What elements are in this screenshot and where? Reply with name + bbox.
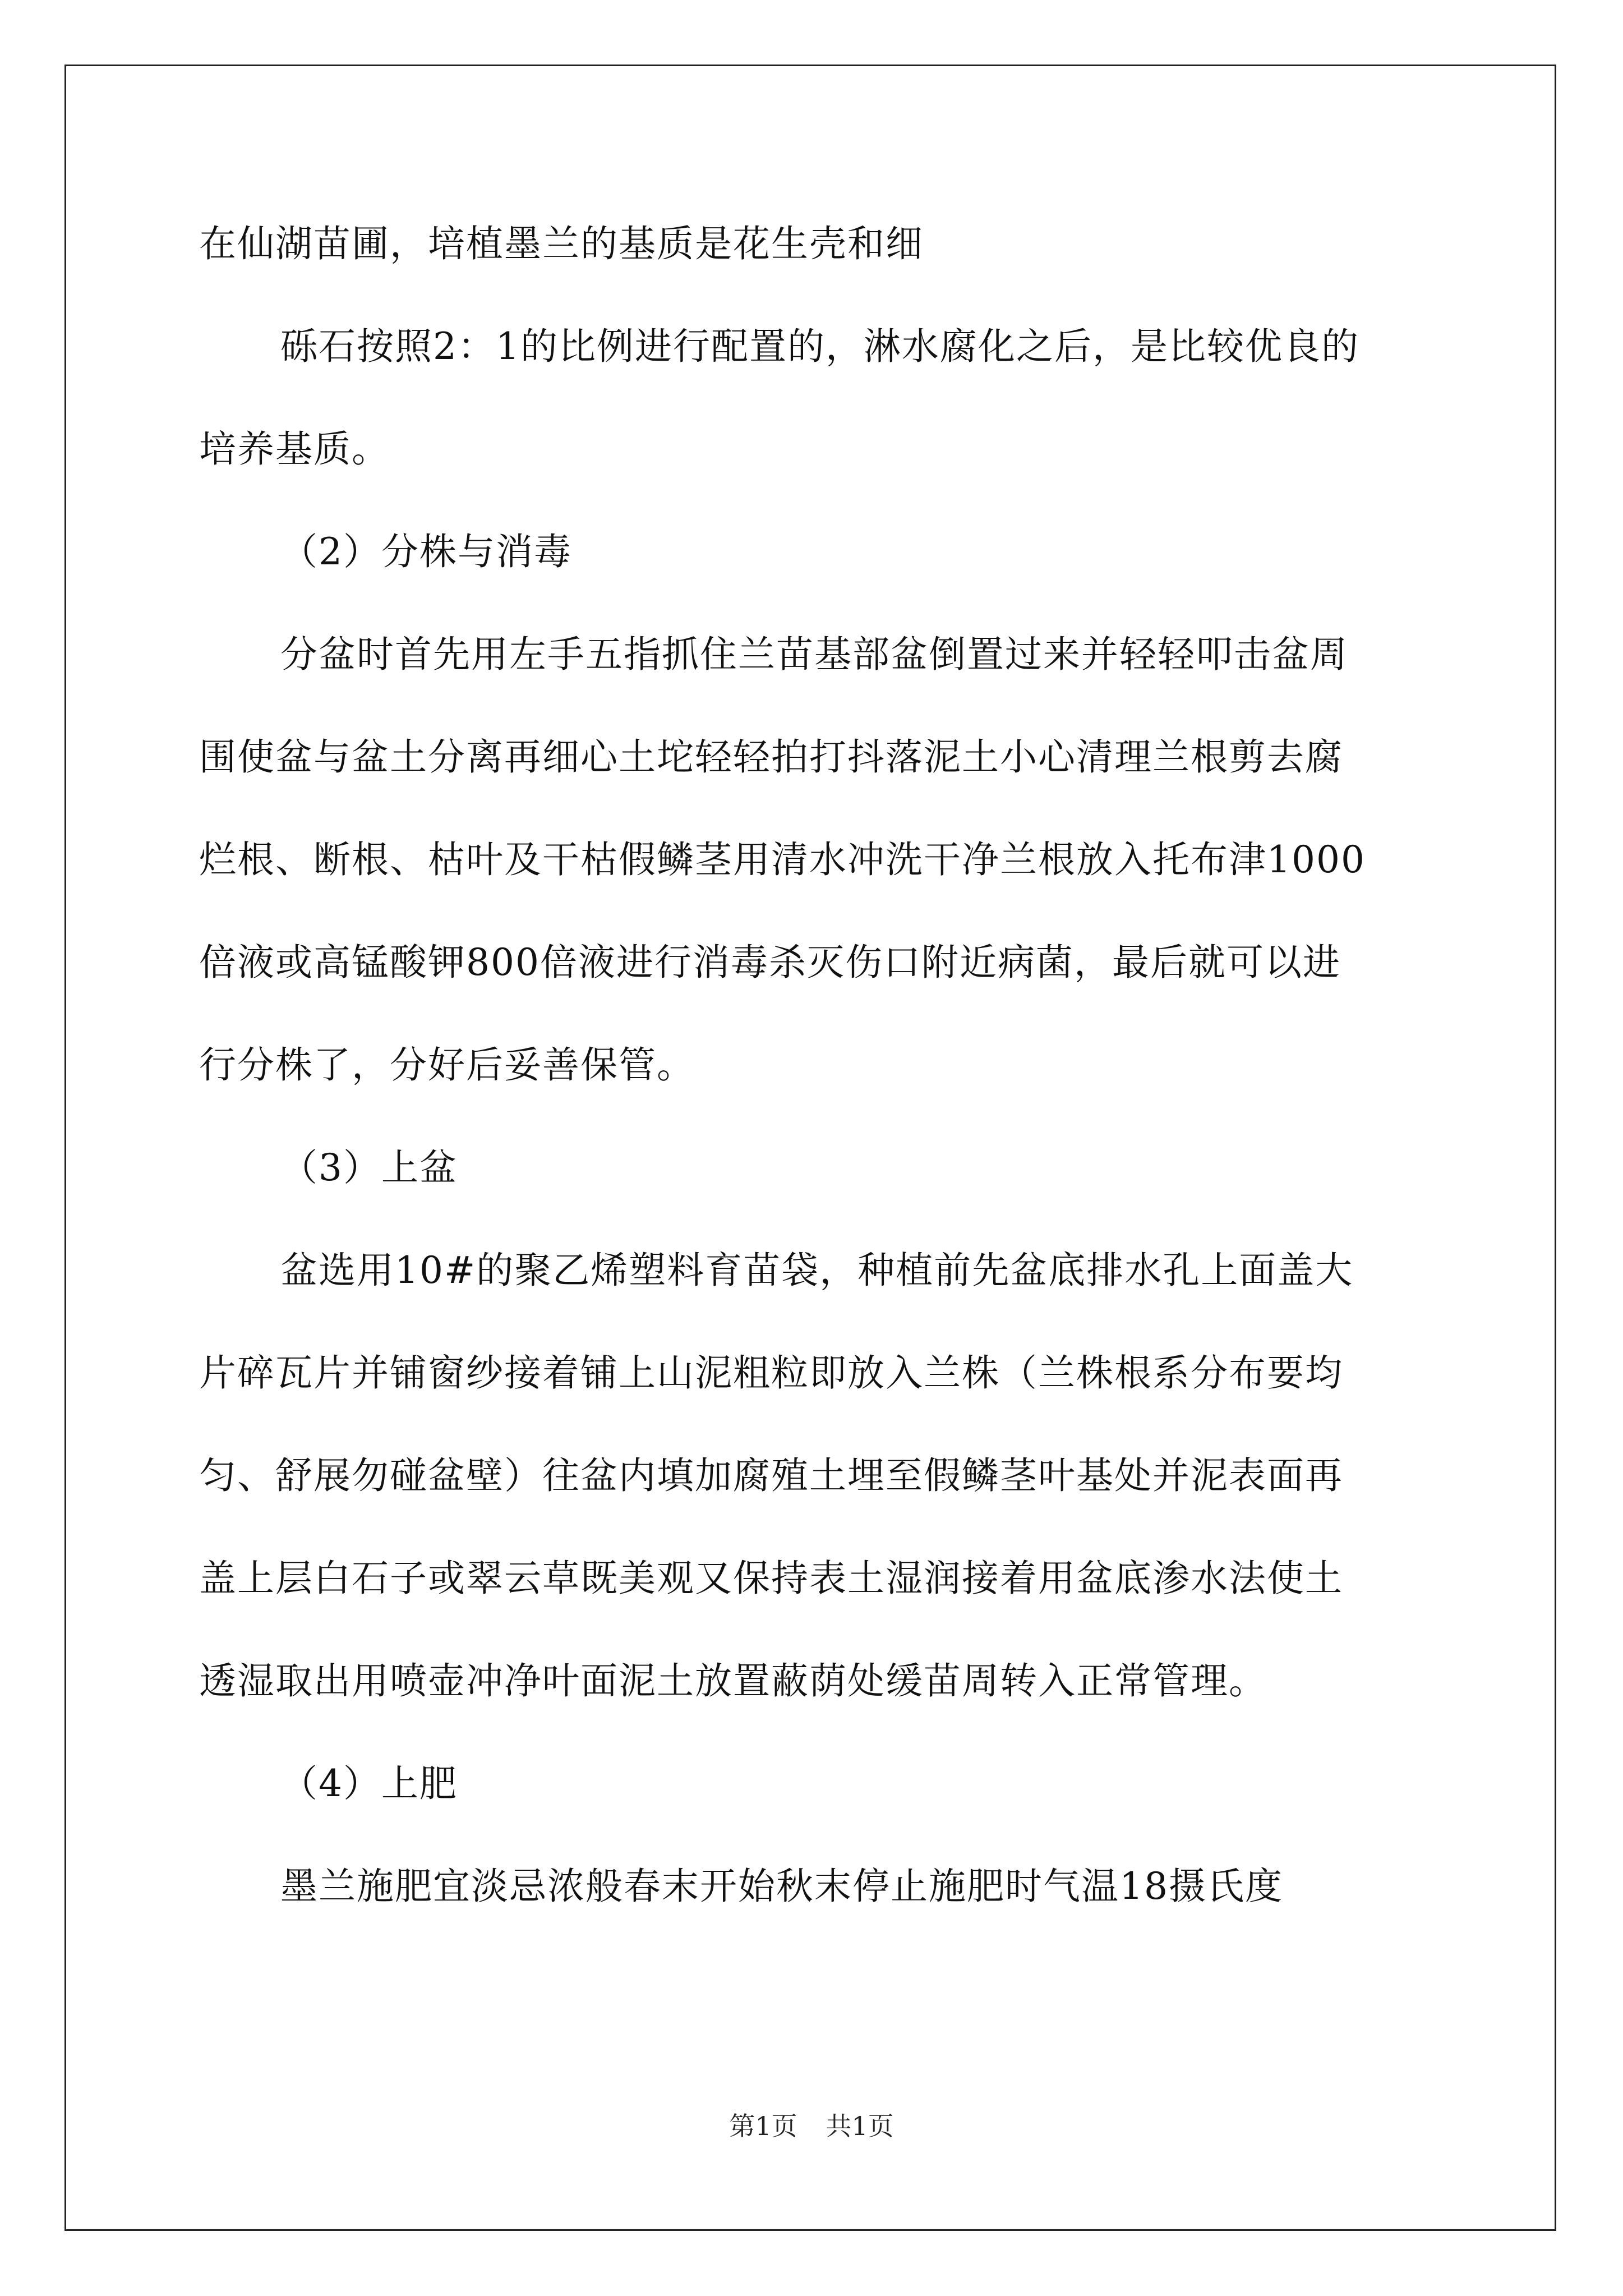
page-footer [0,2109,1623,2143]
text-line: 在仙湖苗圃，培植墨兰的基质是花生壳和细 [199,222,924,265]
text-line: 行分株了，分好后妥善保管。 [199,1043,695,1087]
page-total: 共1页 [826,2111,894,2141]
text-line: 盖上层白石子或翠云草既美观又保持表土湿润接着用盆底渗水法使土 [199,1557,1343,1600]
section-heading: （2）分株与消毒 [280,530,572,573]
page-number: 第1页 [729,2111,797,2141]
text-line: 砾石按照2：1的比例进行配置的，淋水腐化之后，是比较优良的 [280,325,1359,368]
text-line: 墨兰施肥宜淡忌浓般春末开始秋末停止施肥时气温18摄氏度 [280,1865,1283,1908]
text-line: 烂根、断根、枯叶及干枯假鳞茎用清水冲洗干净兰根放入托布津1000 [199,838,1366,881]
text-line: 盆选用10#的聚乙烯塑料育苗袋，种植前先盆底排水孔上面盖大 [280,1249,1354,1292]
section-heading: （3）上盆 [280,1146,458,1189]
text-line: 分盆时首先用左手五指抓住兰苗基部盆倒置过来并轻轻叩击盆周 [280,633,1348,676]
section-heading: （4）上肥 [280,1762,458,1805]
text-line: 透湿取出用喷壶冲净叶面泥土放置蔽荫处缓苗周转入正常管理。 [199,1659,1267,1703]
text-line: 围使盆与盆土分离再细心土坨轻轻拍打抖落泥土小心清理兰根剪去腐 [199,735,1343,779]
text-line: 匀、舒展勿碰盆壁）往盆内填加腐殖土埋至假鳞茎叶基处并泥表面再 [199,1454,1343,1497]
text-line: 培养基质。 [199,427,390,471]
text-line: 倍液或高锰酸钾800倍液进行消毒杀灭伤口附近病菌，最后就可以进 [199,941,1341,984]
text-line: 片碎瓦片并铺窗纱接着铺上山泥粗粒即放入兰株（兰株根系分布要均 [199,1351,1343,1395]
